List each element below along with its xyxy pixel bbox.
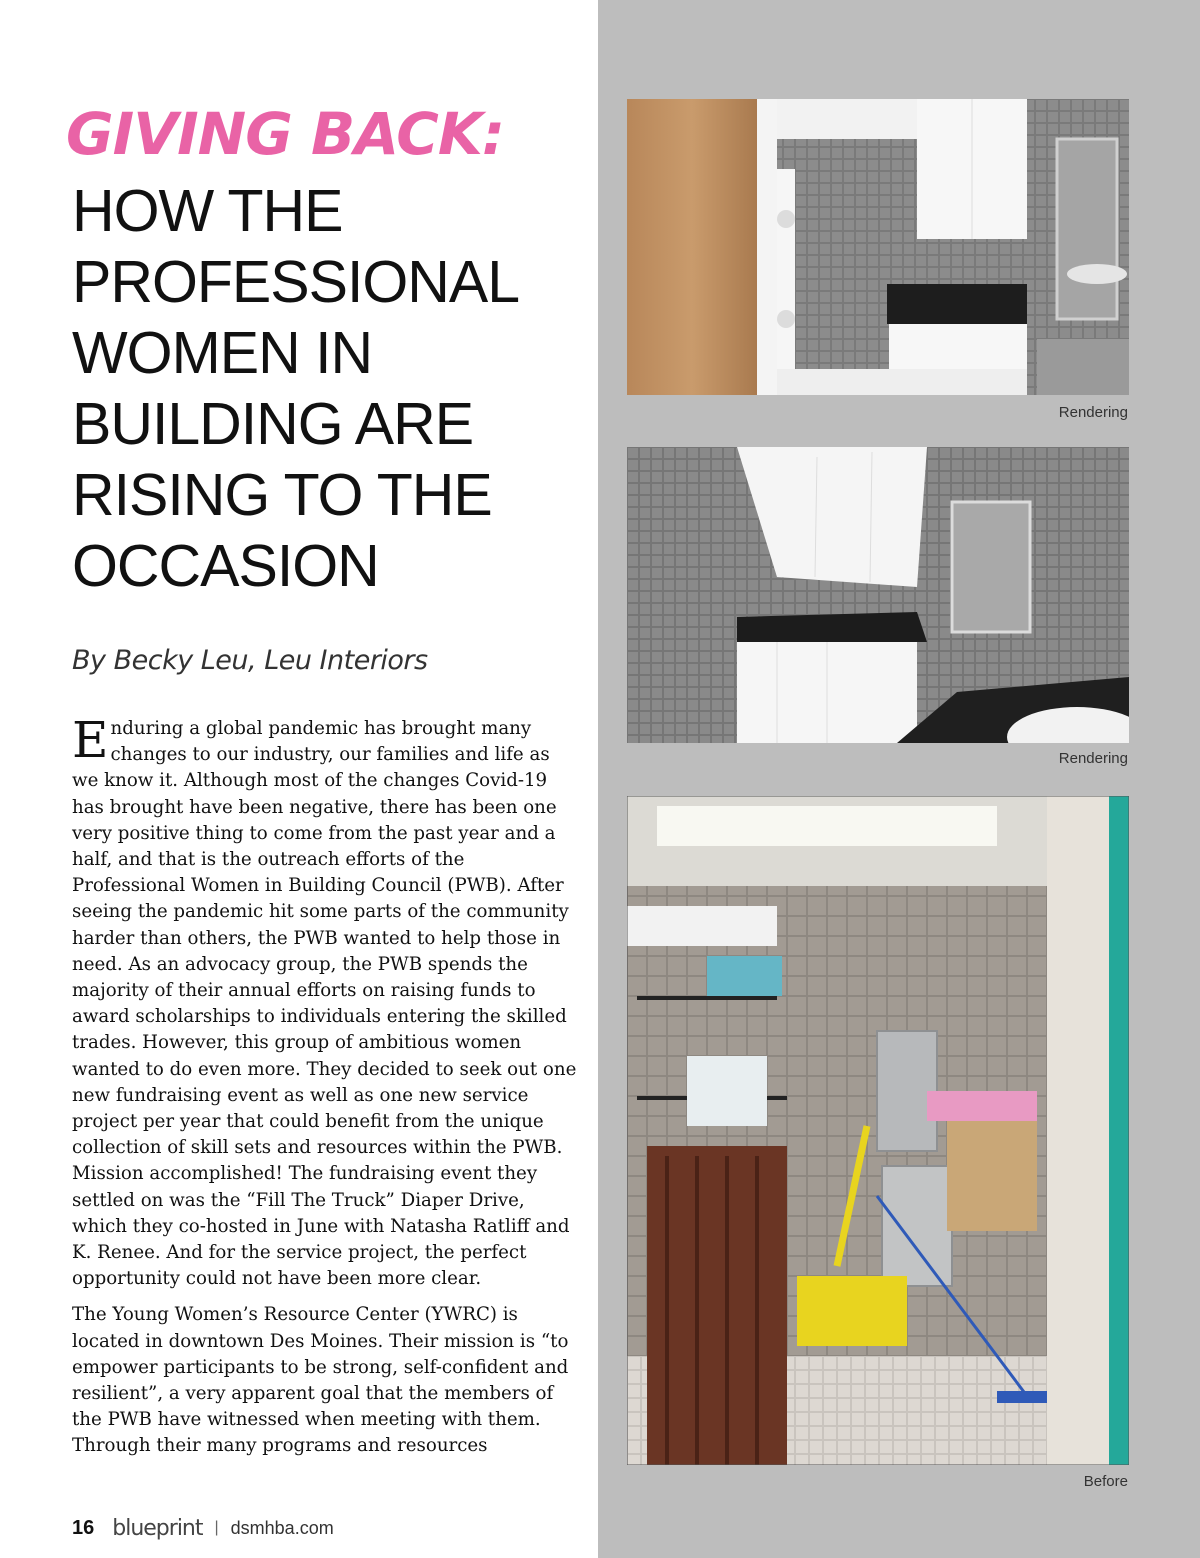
paragraph: The Young Women’s Resource Center (YWRC) is located in downtown Des Moines. Their mission is “to empower participants to be strong, self-confident and resilient”, a very apparent goal that the members of the PWB have witnessed when meeting with them. Through their many programs and resources: [72, 1304, 569, 1457]
article-body: [72, 711, 578, 1470]
paragraph-text: nduring a global pandemic has brought many changes to our industry, our families and life as we know it. Although most of the changes Covid-19 has brought have been negative, there has been one very positive thing to come from the past year and a half, and that is the outreach efforts of the Professional Women in Building Council (PWB). After seeing the pandemic hit some parts of the community harder than others, the PWB wanted to help those in need. As an advocacy group, the PWB spends the majority of their annual efforts on raising funds to award scholarships to individuals entering the skilled trades. However, this group of ambitious women wanted to do even more. They decided to seek out one new fundraising event as well as one new service project per year that could benefit from the unique collection of skill sets and resources within the PWB. Mission accomplished! The fundraising event they settled on was the “Fill The Truck” Diaper Drive, which they co-hosted in June with Natasha Ratliff and K. Renee. And for the service project, the perfect opportunity could not have been more clear.: [72, 718, 577, 1290]
page-footer: [72, 1515, 334, 1541]
title-line: WOMEN IN: [72, 320, 373, 386]
title-line: BUILDING ARE: [72, 391, 474, 457]
title-line: PROFESSIONAL: [72, 249, 520, 315]
article-title: [72, 176, 592, 602]
photo-caption: Rendering: [1058, 404, 1128, 421]
byline: By Becky Leu, Leu Interiors: [72, 645, 428, 676]
drop-cap: E: [72, 711, 109, 769]
website-link[interactable]: dsmhba.com: [230, 1517, 334, 1538]
footer-separator: |: [214, 1519, 219, 1536]
before-storage-room-image: [627, 796, 1129, 1465]
blueprint-logo: blueprint: [112, 1515, 203, 1541]
photo-caption: Rendering: [1058, 750, 1128, 767]
title-line: RISING TO THE: [72, 462, 492, 528]
title-line: OCCASION: [72, 533, 379, 599]
photo-caption: Before: [1083, 1473, 1128, 1490]
rendering-laundry-image: [627, 99, 1129, 395]
page-number: 16: [72, 1516, 95, 1539]
rendering-vanity-image: [627, 447, 1129, 743]
rendering-photo-1: [627, 99, 1129, 395]
before-photo: [627, 796, 1129, 1465]
title-line: HOW THE: [72, 178, 343, 244]
rendering-photo-2: [627, 447, 1129, 743]
article-kicker: GIVING BACK:: [66, 100, 505, 168]
paragraph: [72, 711, 578, 1292]
